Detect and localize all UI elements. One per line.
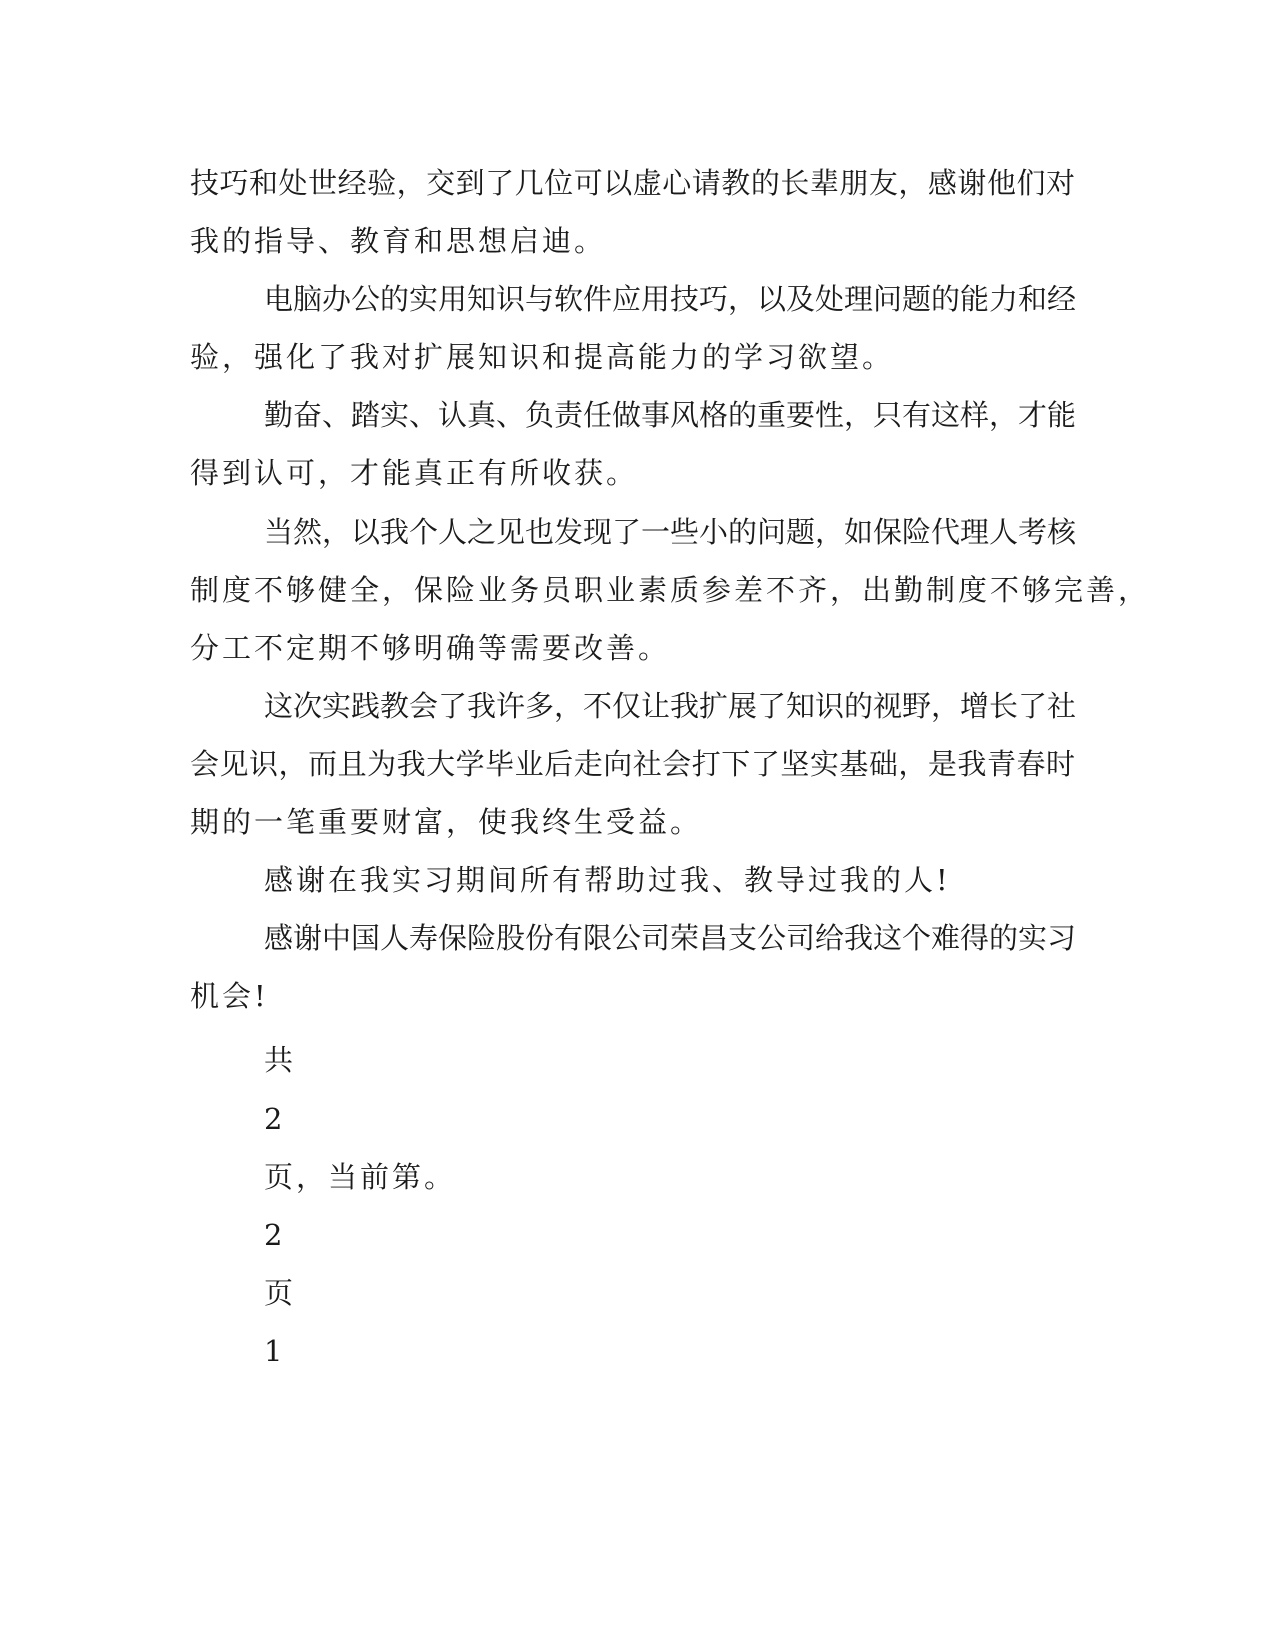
page-footer-number: 1 — [264, 1334, 286, 1368]
body-line: 电脑办公的实用知识与软件应用技巧，以及处理问题的能力和经 — [264, 282, 1077, 316]
body-line: 勤奋、踏实、认真、负责任做事风格的重要性，只有这样，才能 — [264, 398, 1077, 432]
body-line: 技巧和处世经验，交到了几位可以虚心请教的长辈朋友，感谢他们对 — [190, 166, 1075, 200]
body-line: 期的一笔重要财富，使我终生受益。 — [190, 805, 703, 839]
body-line: 机会! — [190, 979, 269, 1013]
body-line: 制度不够健全，保险业务员职业素质参差不齐，出勤制度不够完善， — [190, 573, 1151, 607]
body-line: 得到认可，才能真正有所收获。 — [190, 456, 639, 490]
pagination-total-pages: 2 — [264, 1102, 286, 1136]
body-line: 感谢中国人寿保险股份有限公司荣昌支公司给我这个难得的实习 — [264, 921, 1077, 955]
body-line: 分工不定期不够明确等需要改善。 — [190, 631, 671, 665]
pagination-total-prefix: 共 — [264, 1043, 297, 1077]
pagination-current-prefix: 页，当前第。 — [264, 1160, 457, 1194]
body-line: 这次实践教会了我许多，不仅让我扩展了知识的视野，增长了社 — [264, 689, 1077, 723]
body-line: 验，强化了我对扩展知识和提高能力的学习欲望。 — [190, 340, 895, 374]
body-line: 感谢在我实习期间所有帮助过我、教导过我的人! — [264, 863, 951, 897]
body-line: 当然，以我个人之见也发现了一些小的问题，如保险代理人考核 — [264, 515, 1077, 549]
pagination-suffix: 页 — [264, 1276, 297, 1310]
body-line: 我的指导、教育和思想启迪。 — [190, 224, 607, 258]
body-line: 会见识，而且为我大学毕业后走向社会打下了坚实基础，是我青春时 — [190, 747, 1075, 781]
pagination-current-page: 2 — [264, 1218, 286, 1252]
